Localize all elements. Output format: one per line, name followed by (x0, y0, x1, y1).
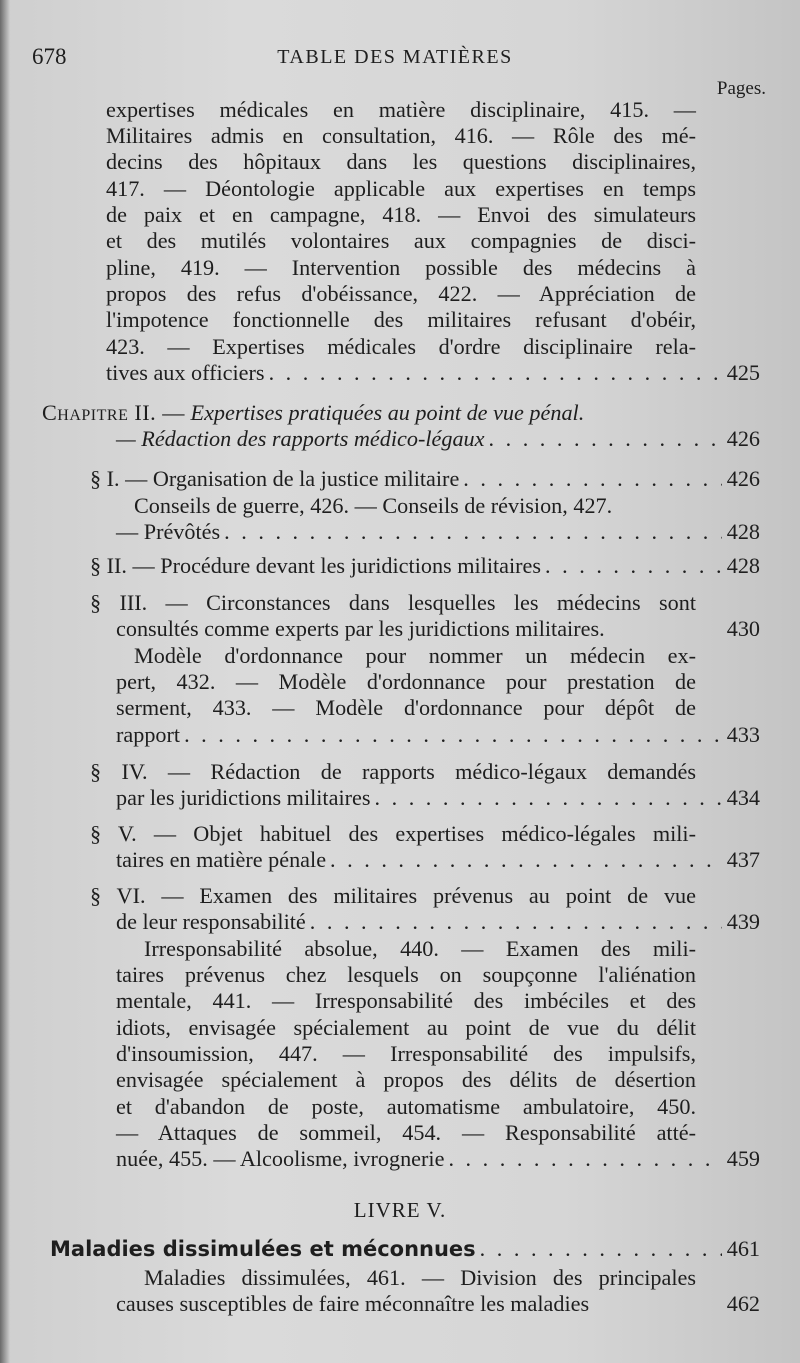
section-title: § IV. — Rédaction de rapports médico-légaux demandés (90, 759, 696, 784)
toc-section-entry[interactable] (90, 553, 760, 579)
toc-section-entry[interactable] (116, 909, 760, 935)
toc-section-entry[interactable] (90, 466, 760, 492)
toc-text-line: expertises médicales en matière disciplinaire, 415. — (106, 97, 696, 122)
toc-entry-text: causes susceptibles de faire méconnaître les maladies (116, 1291, 590, 1316)
toc-subentry-text: et d'abandon de poste, automatisme ambulatoire, 450. (116, 1094, 696, 1119)
leader-dots (184, 722, 722, 748)
toc-section-entry[interactable] (116, 785, 760, 811)
toc-subentry-text: Irresponsabilité absolue, 440. — Examen des mili- (144, 936, 696, 961)
toc-subentry-text: Conseils de guerre, 426. — Conseils de révision, 427. (134, 493, 613, 518)
toc-entry-text: rapport (116, 722, 181, 747)
toc-page-number: 459 (726, 1146, 760, 1171)
toc-part-entry[interactable] (50, 1236, 760, 1262)
leader-dots (330, 847, 722, 873)
toc-text-line: Militaires admis en consultation, 416. — Rôle des mé- (106, 123, 696, 148)
chapter-label: Chapitre II. — (42, 400, 185, 425)
section-title-continued: consultés comme experts par les juridictions militaires. (116, 616, 605, 641)
leader-dots (224, 519, 722, 545)
toc-page-number: 425 (726, 360, 760, 385)
leader-dots (480, 1236, 722, 1262)
section-title: § VI. — Examen des militaires prévenus au point de vue (90, 883, 696, 908)
toc-entry[interactable] (116, 1146, 760, 1172)
section-title: § II. — Procédure devant les juridictions militaires (90, 553, 542, 578)
toc-text-line: 423. — Expertises médicales d'ordre disciplinaire rela- (106, 334, 696, 359)
leader-dots (545, 553, 722, 579)
toc-subentry-text: Modèle d'ordonnance pour nommer un médecin ex- (134, 643, 696, 668)
page-header (30, 44, 760, 74)
leader-dots (489, 426, 723, 452)
toc-section-entry[interactable] (116, 847, 760, 873)
leader-dots (448, 1146, 722, 1172)
toc-subentry-text: taires prévenus chez lesquels on soupçonne l'aliénation (116, 962, 696, 987)
toc-page-number: 461 (726, 1236, 760, 1261)
toc-entry-text: — Prévôtés (116, 519, 221, 544)
toc-page-number: 426 (726, 426, 760, 451)
toc-text-line: l'impotence fonctionnelle des militaires refusant d'obéir, (106, 307, 696, 332)
toc-page-number: 428 (726, 519, 760, 544)
toc-page-number: 437 (726, 847, 760, 872)
leader-dots (269, 360, 722, 386)
toc-entry-text: tives aux officiers (106, 360, 265, 385)
pages-column-label: Pages. (716, 78, 766, 99)
section-title: § III. — Circonstances dans lesquelles les médecins sont (90, 590, 696, 615)
toc-entry[interactable] (106, 360, 760, 386)
toc-entry[interactable] (116, 519, 760, 545)
book-heading: LIVRE V. (353, 1198, 447, 1222)
section-title-continued: de leur responsabilité (116, 909, 306, 934)
chapter-heading (42, 400, 760, 426)
chapter-title: Expertises pratiquées au point de vue pénal. (190, 400, 585, 425)
section-title: § V. — Objet habituel des expertises médico-légales mili- (90, 821, 696, 846)
toc-subentry-text: serment, 433. — Modèle d'ordonnance pour dépôt de (116, 695, 696, 720)
toc-subentry-text: pert, 432. — Modèle d'ordonnance pour prestation de (116, 669, 696, 694)
running-title: TABLE DES MATIÈRES (277, 46, 513, 68)
toc-text-line: propos des refus d'obéissance, 422. — Appréciation de (106, 281, 696, 306)
toc-text-line: et des mutilés volontaires aux compagnies de disci- (106, 228, 696, 253)
toc-subentry-text: idiots, envisagée spécialement au point de vue du délit (116, 1015, 696, 1040)
page-binding-edge (0, 0, 10, 1363)
section-title: § I. — Organisation de la justice militaire (90, 466, 460, 491)
toc-subentry-text: envisagée spécialement à propos des délits de désertion (116, 1067, 696, 1092)
toc-text-line: decins des hôpitaux dans les questions disciplinaires, (106, 149, 696, 174)
toc-page-number: 434 (726, 785, 760, 810)
toc-subentry-text: mentale, 441. — Irresponsabilité des imbéciles et des (116, 988, 696, 1013)
toc-entry[interactable] (116, 426, 760, 452)
section-title-continued: par les juridictions militaires (116, 785, 371, 810)
toc-page-number: 430 (726, 616, 760, 641)
toc-page-number: 426 (726, 466, 760, 491)
toc-entry-text: nuée, 455. — Alcoolisme, ivrognerie (116, 1146, 445, 1171)
toc-entry[interactable] (116, 722, 760, 748)
part-title: Maladies dissimulées et méconnues (50, 1237, 476, 1261)
toc-text-line: de paix et en campagne, 418. — Envoi des simulateurs (106, 202, 696, 227)
toc-page-number: 428 (726, 553, 760, 578)
chapter-title-continued: — Rédaction des rapports médico-légaux (116, 426, 485, 451)
leader-dots (463, 466, 722, 492)
toc-subentry-text: d'insoumission, 447. — Irresponsabilité des impulsifs, (116, 1041, 696, 1066)
leader-dots (375, 785, 723, 811)
toc-subentry-text: — Attaques de sommeil, 454. — Responsabilité atté- (116, 1120, 696, 1145)
section-title-continued: taires en matière pénale (116, 847, 327, 872)
toc-page-number: 433 (726, 722, 760, 747)
toc-subentry-text: Maladies dissimulées, 461. — Division des principales (144, 1265, 696, 1290)
toc-entry[interactable] (116, 1291, 760, 1317)
toc-page-number: 439 (726, 909, 760, 934)
page-number: 678 (32, 44, 67, 69)
toc-page-number: 462 (726, 1291, 760, 1316)
toc-text-line: 417. — Déontologie applicable aux expertises en temps (106, 176, 696, 201)
leader-dots (310, 909, 722, 935)
toc-text-line: pline, 419. — Intervention possible des médecins à (106, 255, 696, 280)
toc-section-entry[interactable] (116, 616, 760, 642)
